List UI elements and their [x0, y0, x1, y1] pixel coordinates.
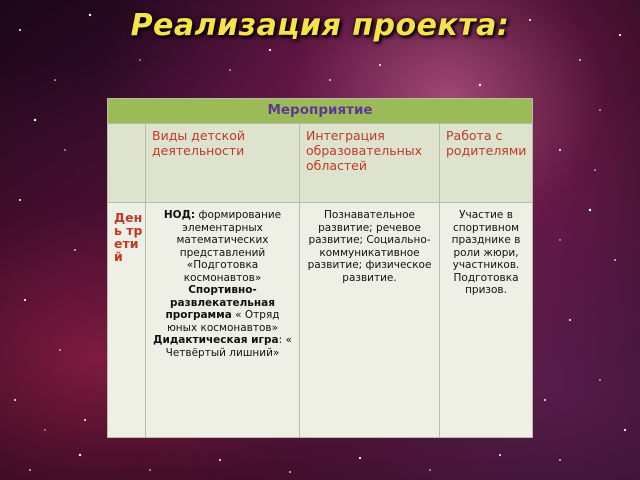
game-label: Дидактическая игра [153, 334, 279, 346]
integration-cell [300, 203, 440, 438]
column-header-parents: Работа с родителями [440, 124, 533, 203]
sport-text: « Отряд юных космонавтов» [166, 309, 280, 334]
table-subheader-row [108, 124, 533, 203]
day-label: День третий [114, 210, 143, 264]
column-header-activities: Виды детской деятельности [146, 124, 300, 203]
page-title: Реализация проекта: [130, 8, 510, 43]
table-header-row [108, 99, 533, 124]
column-header-integration: Интеграция образовательных областей [300, 124, 440, 203]
nod-label: НОД: [163, 209, 196, 221]
activities-cell [146, 203, 300, 438]
parents-cell [440, 203, 533, 438]
day-cell [108, 203, 146, 438]
empty-corner-cell [108, 124, 146, 203]
game-text: : « Четвёртый лишний» [165, 334, 292, 359]
sport-label: Спортивно-развлекательная программа [165, 284, 275, 321]
table-row [108, 203, 533, 438]
integration-text: Познавательное развитие; речевое развитие; Социально-коммуникативное развитие; физическое развитие. [307, 209, 432, 284]
activities-text [146, 203, 299, 359]
project-table [107, 98, 533, 438]
nod-text: формирование элементарных математических представлений «Подготовка космонавтов» [176, 209, 282, 284]
header-cell [108, 99, 533, 124]
parents-text: Участие в спортивном празднике в роли жюри, участников. Подготовка призов. [451, 209, 521, 296]
header-event-label: Мероприятие [267, 102, 373, 118]
